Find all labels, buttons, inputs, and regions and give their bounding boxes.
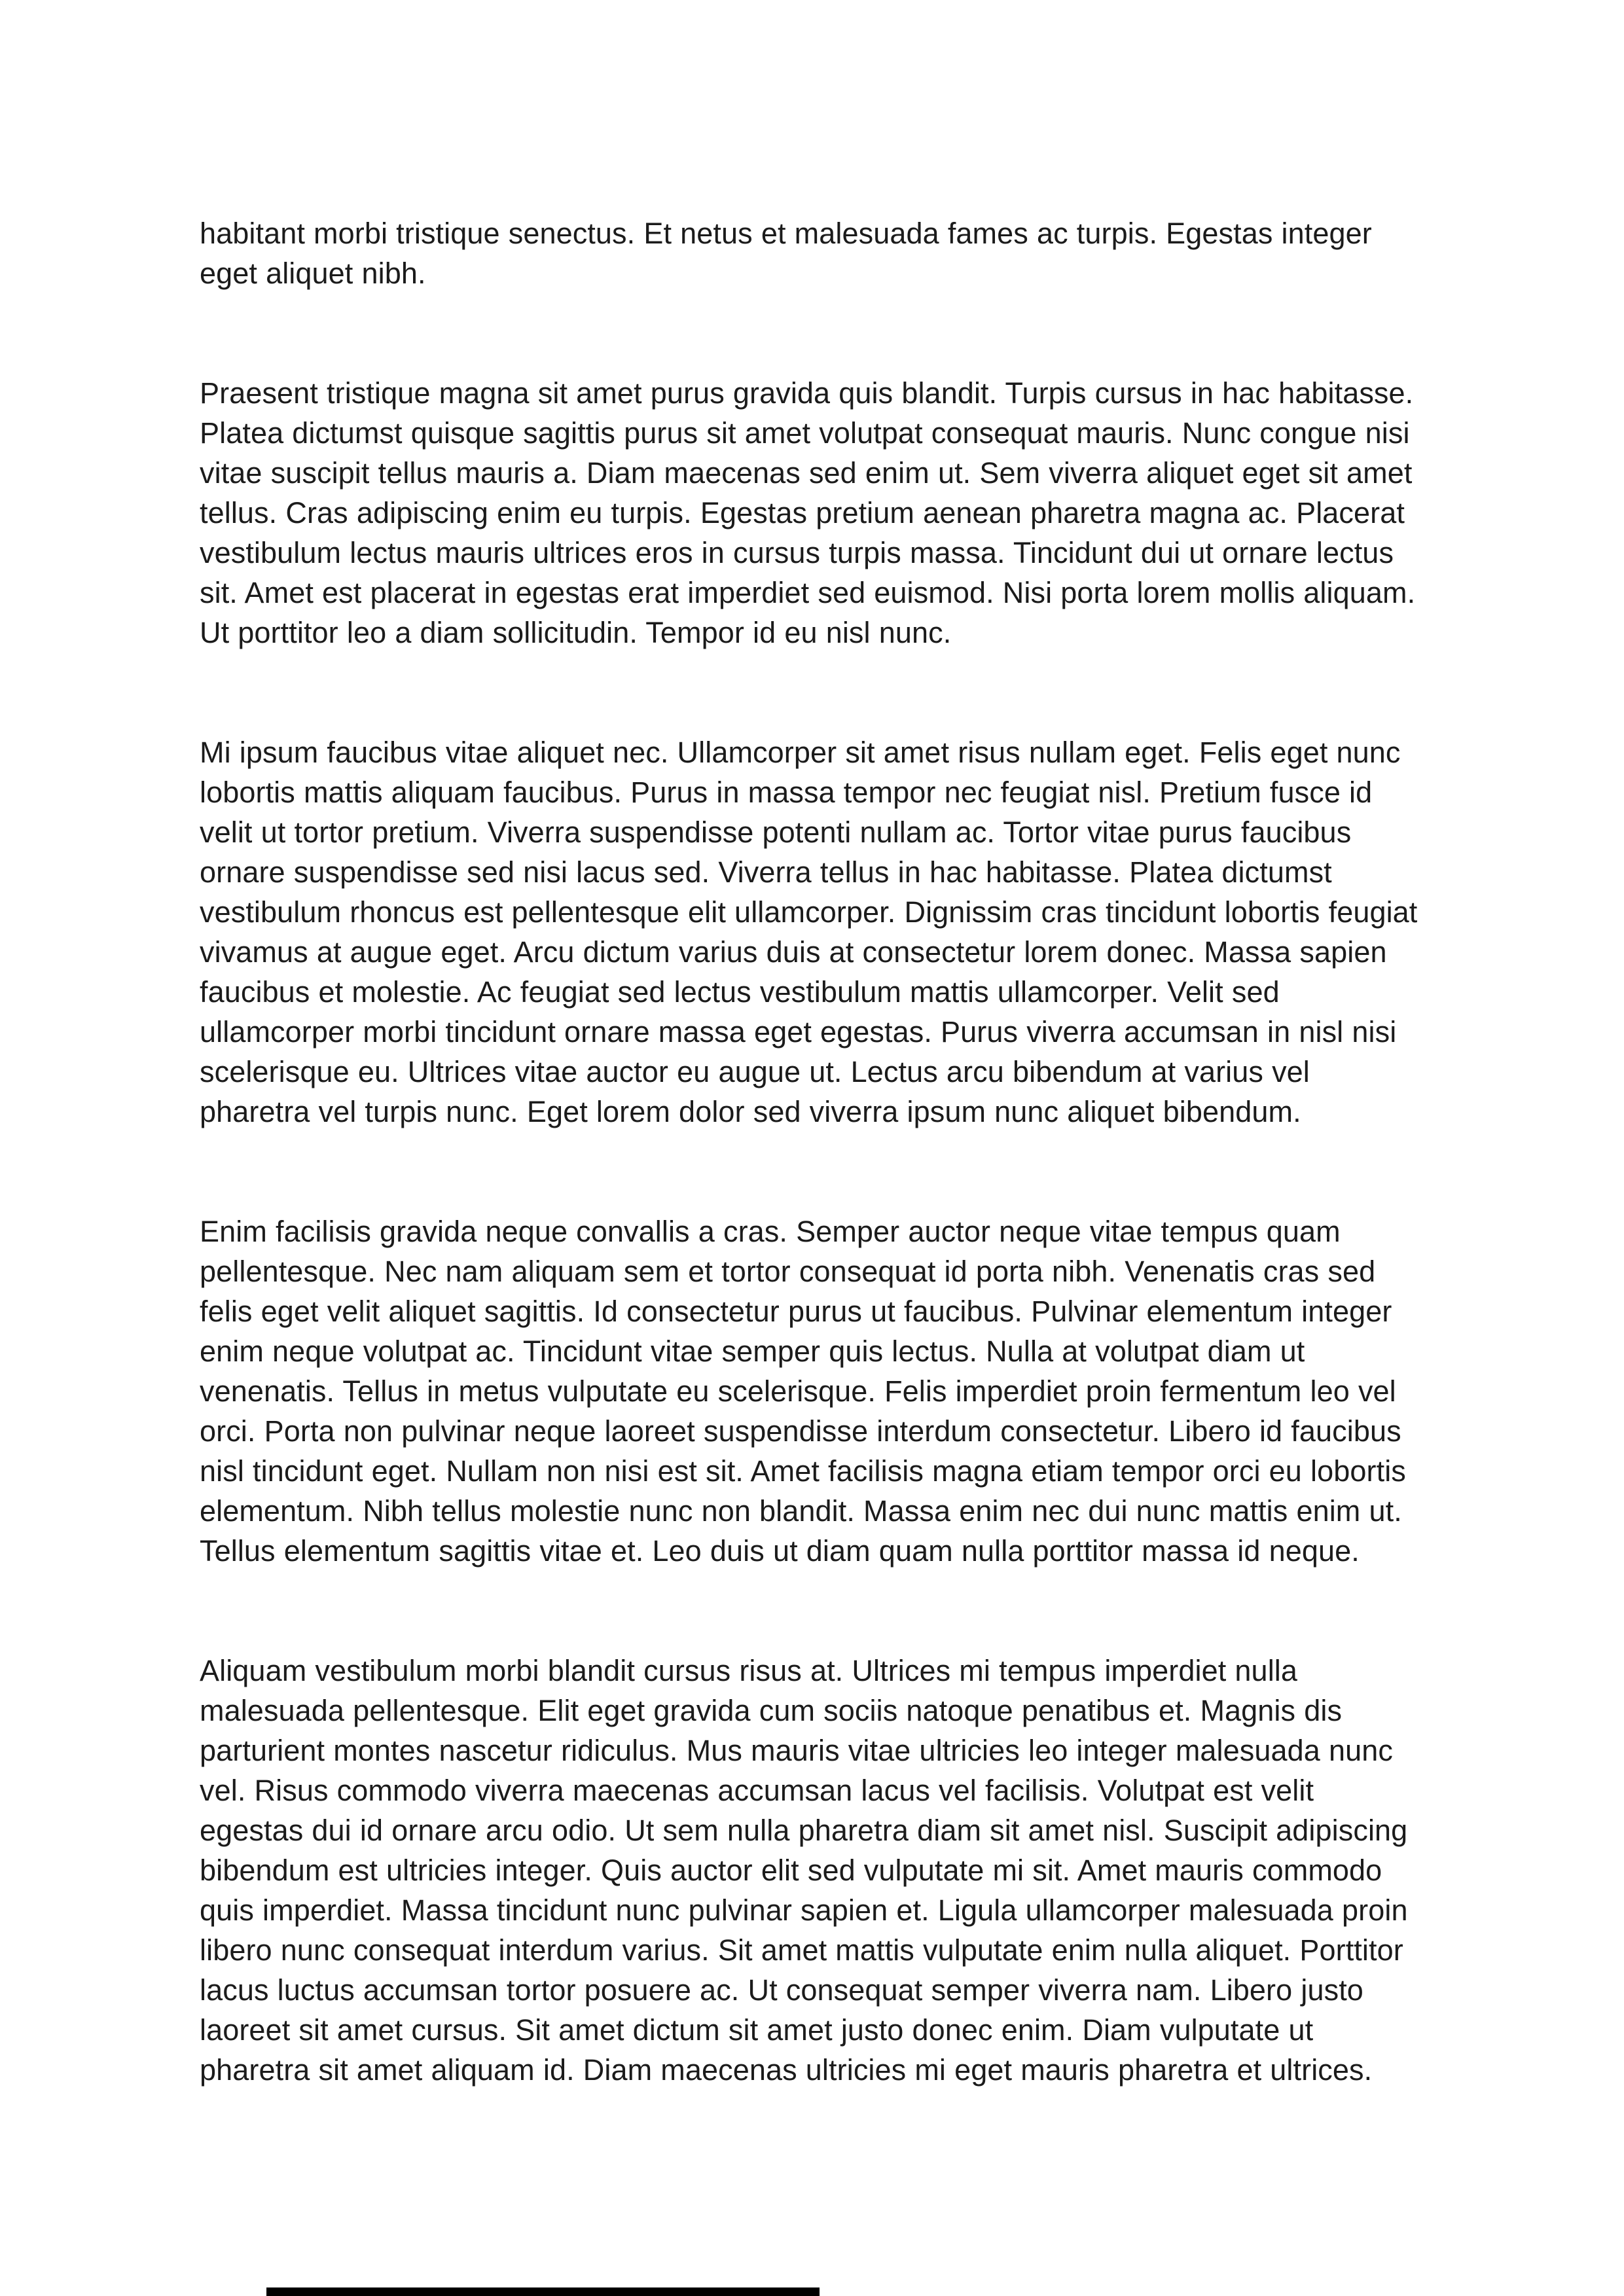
- paragraph-1: habitant morbi tristique senectus. Et netus et malesuada fames ac turpis. Egestas integer eget aliquet nibh.: [200, 217, 1372, 290]
- paragraph-2: Praesent tristique magna sit amet purus gravida quis blandit. Turpis cursus in hac habitasse. Platea dictumst quisque sagittis purus sit amet volutpat consequat mauris. Nunc congue nisi vitae suscipit tellus mauris a. Diam maecenas sed enim ut. Sem viverra aliquet eget sit amet tellus. Cras adipiscing enim eu turpis. Egestas pretium aenean pharetra magna ac. Placerat vestibulum lectus mauris ultrices eros in cursus turpis massa. Tincidunt dui ut ornare lectus sit. Amet est placerat in egestas erat imperdiet sed euismod. Nisi porta lorem mollis aliquam. Ut porttitor leo a diam sollicitudin. Tempor id eu nisl nunc.: [200, 376, 1416, 649]
- paragraph-5: Aliquam vestibulum morbi blandit cursus risus at. Ultrices mi tempus imperdiet nulla malesuada pellentesque. Elit eget gravida cum sociis natoque penatibus et. Magnis dis parturient montes nascetur ridiculus. Mus mauris vitae ultricies leo integer malesuada nunc vel. Risus commodo viverra maecenas accumsan lacus vel facilisis. Volutpat est velit egestas dui id ornare arcu odio. Ut sem nulla pharetra diam sit amet nisl. Suscipit adipiscing bibendum est ultricies integer. Quis auctor elit sed vulputate mi sit. Amet mauris commodo quis imperdiet. Massa tincidunt nunc pulvinar sapien et. Ligula ullamcorper malesuada proin libero nunc consequat interdum varius. Sit amet mattis vulputate enim nulla aliquet. Porttitor lacus luctus accumsan tortor posuere ac. Ut consequat semper viverra nam. Libero justo laoreet sit amet cursus. Sit amet dictum sit amet justo donec enim. Diam vulputate ut pharetra sit amet aliquam id. Diam maecenas ultricies mi eget mauris pharetra et ultrices.: [200, 1654, 1408, 2087]
- paragraph-3: Mi ipsum faucibus vitae aliquet nec. Ullamcorper sit amet risus nullam eget. Felis eget nunc lobortis mattis aliquam faucibus. Purus in massa tempor nec feugiat nisl. Pretium fusce id velit ut tortor pretium. Viverra suspendisse potenti nullam ac. Tortor vitae purus faucibus ornare suspendisse sed nisi lacus sed. Viverra tellus in hac habitasse. Platea dictumst vestibulum rhoncus est pellentesque elit ullamcorper. Dignissim cras tincidunt lobortis feugiat vivamus at augue eget. Arcu dictum varius duis at consectetur lorem donec. Massa sapien faucibus et molestie. Ac feugiat sed lectus vestibulum mattis ullamcorper. Velit sed ullamcorper morbi tincidunt ornare massa eget egestas. Purus viverra accumsan in nisl nisi scelerisque eu. Ultrices vitae auctor eu augue ut. Lectus arcu bibendum at varius vel pharetra vel turpis nunc. Eget lorem dolor sed viverra ipsum nunc aliquet bibendum.: [200, 736, 1418, 1128]
- bottom-black-bar: [266, 2287, 820, 2296]
- paragraph-4: Enim facilisis gravida neque convallis a cras. Semper auctor neque vitae tempus quam pellentesque. Nec nam aliquam sem et tortor consequat id porta nibh. Venenatis cras sed felis eget velit aliquet sagittis. Id consectetur purus ut faucibus. Pulvinar elementum integer enim neque volutpat ac. Tincidunt vitae semper quis lectus. Nulla at volutpat diam ut venenatis. Tellus in metus vulputate eu scelerisque. Felis imperdiet proin fermentum leo vel orci. Porta non pulvinar neque laoreet suspendisse interdum consectetur. Libero id faucibus nisl tincidunt eget. Nullam non nisi est sit. Amet facilisis magna etiam tempor orci eu lobortis elementum. Nibh tellus molestie nunc non blandit. Massa enim nec dui nunc mattis enim ut. Tellus elementum sagittis vitae et. Leo duis ut diam quam nulla porttitor massa id neque.: [200, 1215, 1406, 1568]
